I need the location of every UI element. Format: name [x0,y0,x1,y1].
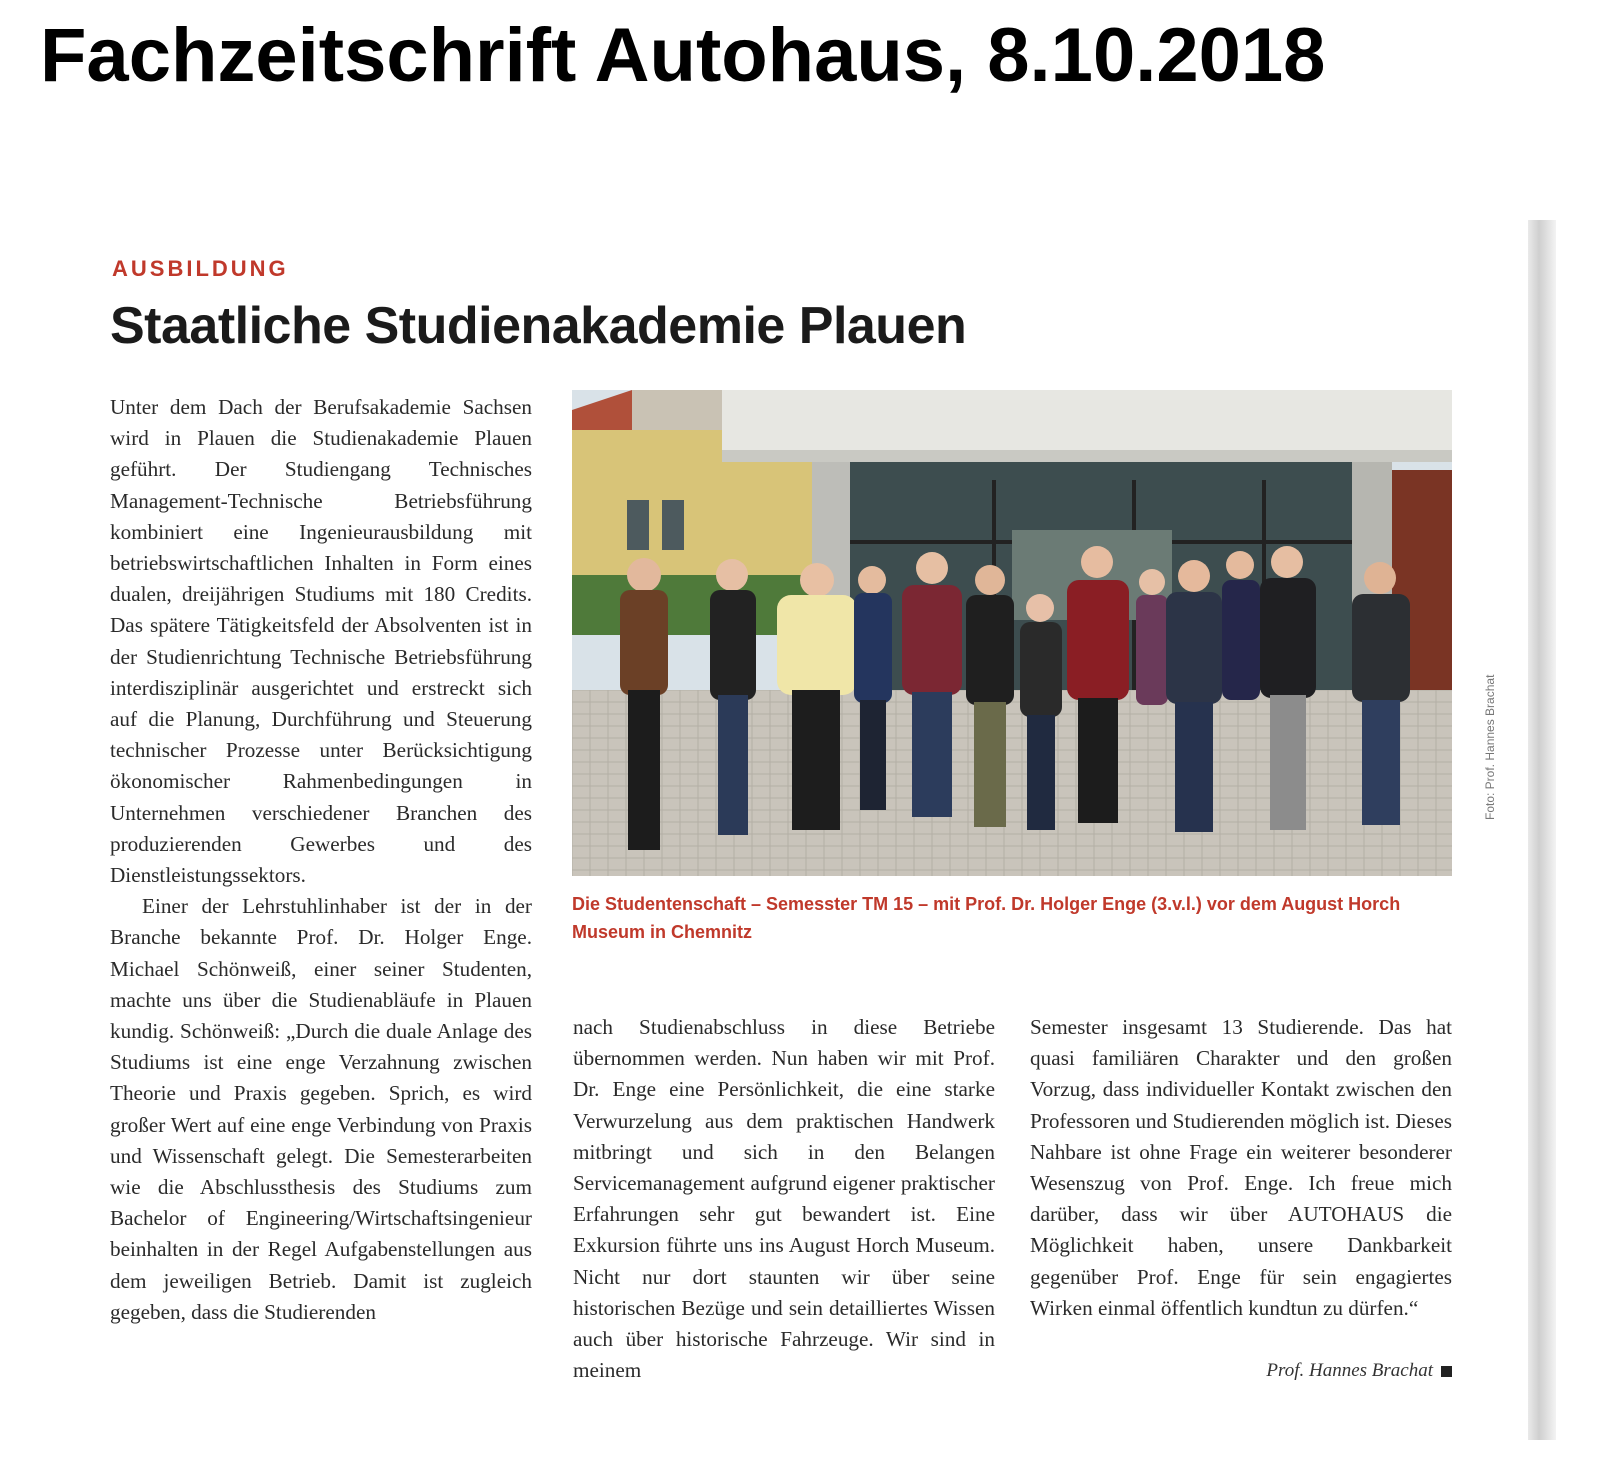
author-name: Prof. Hannes Brachat [1266,1360,1433,1381]
article-headline: Staatliche Studienakademie Plauen [110,297,967,355]
article-column-right [1030,1012,1452,1324]
author-signature [1030,1360,1452,1382]
photo-credit: Foto: Prof. Hannes Brachat [1483,674,1497,820]
page-edge [1528,220,1556,1440]
group-photo [572,390,1452,876]
article-column-middle [573,1012,995,1386]
article-column-left [110,392,532,1328]
end-mark-icon [1441,1366,1452,1377]
photo-caption: Die Studentenschaft – Semesster TM 15 – mit Prof. Dr. Holger Enge (3.v.l.) vor dem August Horch Museum in Chemnitz [572,894,1401,942]
section-kicker: AUSBILDUNG [112,256,289,281]
paragraph: Semester insgesamt 13 Studierende. Das hat quasi familiären Charakter und den großen Vorzug, dass individueller Kontakt zwischen den Professoren und Studierenden möglich ist. Dieses Nahbare ist ohne Frage ein weiterer besonderer Wesenszug von Prof. Enge. Ich freue mich darüber, dass wir über AUTOHAUS die Möglichkeit haben, unsere Dankbarkeit gegenüber Prof. Enge für sein engagiertes Wirken einmal öffentlich kundtun zu dürfen.“ [1030,1015,1452,1320]
page-title: Fachzeitschrift Autohaus, 8.10.2018 [40,13,1326,98]
paragraph: Einer der Lehrstuhlinhaber ist der in der Branche bekannte Prof. Dr. Holger Enge. Michael Schönweiß, einer seiner Studenten, machte uns über die Studienabläufe in Plauen kundig. Schönweiß: „Durch die duale Anlage des Studiums ist eine enge Verzahnung zwischen Theorie und Praxis gegeben. Sprich, es wird großer Wert auf eine enge Verbindung von Praxis und Wissenschaft gelegt. Die Semesterarbeiten wie die Abschlussthesis des Studiums zum Bachelor of Engineering/Wirtschaftsingenieur beinhalten in der Regel Aufgabenstellungen aus dem jeweiligen Betrieb. Damit ist zugleich gegeben, dass die Studierenden [110,894,532,1324]
paragraph: nach Studienabschluss in diese Betriebe übernommen werden. Nun haben wir mit Prof. Dr. Enge eine Persönlichkeit, die eine starke Verwurzelung aus dem praktischen Handwerk mitbringt und sich in den Belangen Servicemanagement aufgrund eigener praktischer Erfahrungen sehr gut bewandert ist. Eine Exkursion führte uns ins August Horch Museum. Nicht nur dort staunten wir über seine historischen Bezüge und sein detailliertes Wissen auch über historische Fahrzeuge. Wir sind in meinem [573,1015,995,1383]
paragraph: Unter dem Dach der Berufsakademie Sachsen wird in Plauen die Studienakademie Plauen geführt. Der Studiengang Technisches Management-Technische Betriebsführung kombiniert eine Ingenieurausbildung mit betriebswirtschaftlichen Inhalten in Form eines dualen, dreijährigen Studiums mit 180 Credits. Das spätere Tätigkeitsfeld der Absolventen ist in der Studienrichtung Technische Betriebsführung interdisziplinär ausgerichtet und erstreckt sich auf die Planung, Durchführung und Steuerung technischer Prozesse unter Berücksichtigung ökonomischer Rahmenbedingungen in Unternehmen verschiedener Branchen des produzierenden Gewerbes und des Dienstleistungssektors. [110,395,532,888]
